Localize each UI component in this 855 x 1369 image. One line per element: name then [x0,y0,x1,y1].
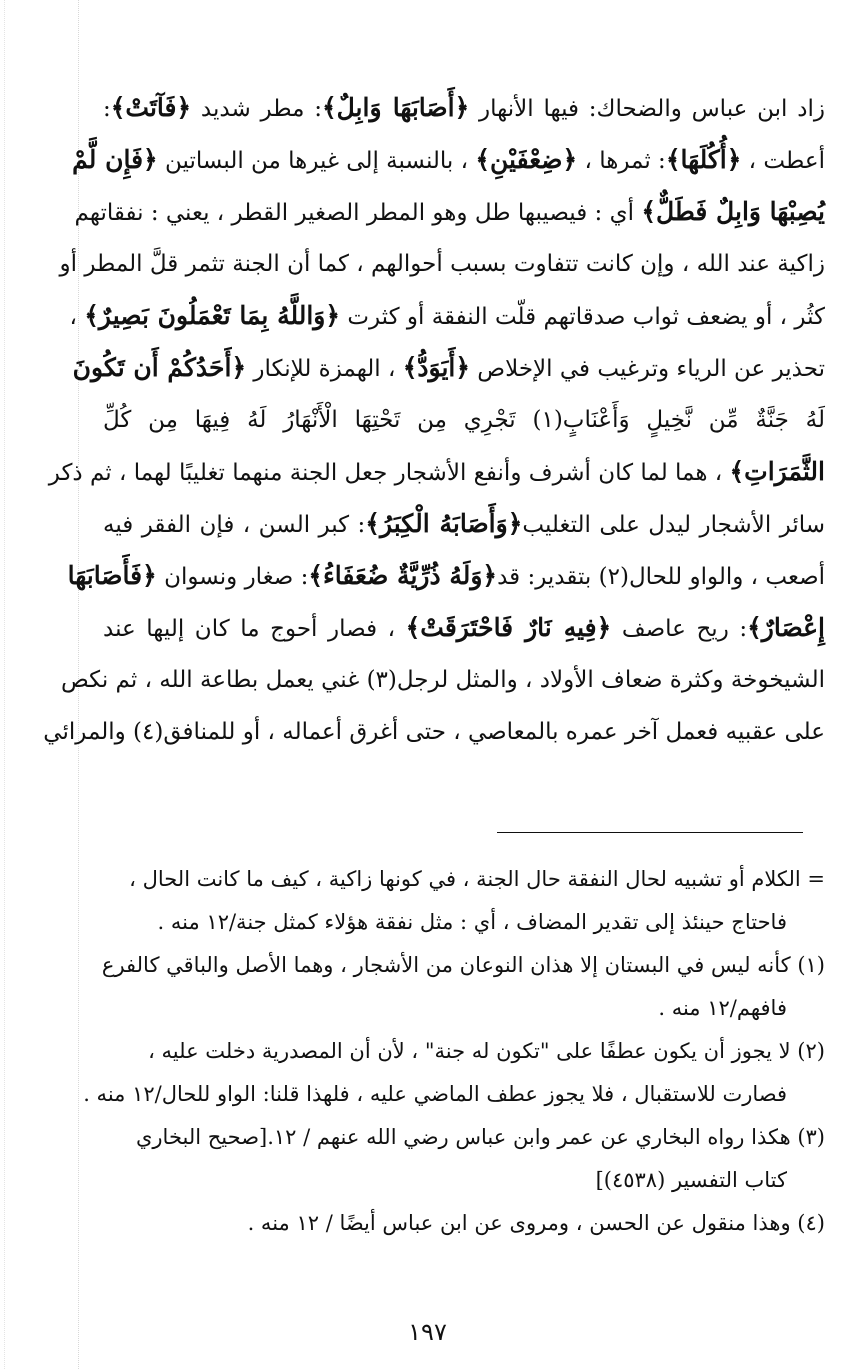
body-line: يُصِبْهَا وَابِلٌ فَطَلٌّ﴾ أي : فيصيبها طل وهو المطر الصغير القطر ، يعني : نفقاتهم [74,197,825,226]
body-line: سائر الأشجار ليدل على التغليب﴿وَأَصَابَهُ الْكِبَرُ﴾: كبر السن ، فإن الفقر فيه [103,509,826,538]
body-line: إِعْصَارٌ﴾: ريح عاصف ﴿فِيهِ نَارٌ فَاحْتَرَقَتْ﴾ ، فصار أحوج ما كان إليها عند [103,613,826,642]
quran-quote: ﴿أَصَابَهَا وَابِلٌ﴾ [321,93,470,122]
footnotes [83,858,825,1245]
quran-quote: ﴿أُكُلَهَا﴾ [665,145,742,174]
footnote-continued [103,858,825,944]
body-line: تحذير عن الرياء وترغيب في الإخلاص ﴿أَيَوَدُّ﴾ ، الهمزة للإنكار ﴿أَحَدُكُمْ أَن تَكُونَ [72,353,825,382]
footnote-line: (٣) هكذا رواه البخاري عن عمر وابن عباس رضي الله عنهم / ١٢.[صحيح البخاري [135,1125,825,1149]
scan-edge-line [4,0,5,1369]
quran-quote: ﴿فَأَصَابَهَا [67,561,157,590]
quran-quote: ﴿وَاللَّهُ بِمَا تَعْمَلُونَ بَصِيرٌ﴾ [84,301,341,330]
quran-quote: ﴿فِيهِ نَارٌ فَاحْتَرَقَتْ﴾ [405,613,612,642]
body-line: كثُر ، أو يضعف ثواب صدقاتهم قلّت النفقة أو كثرت ﴿وَاللَّهُ بِمَا تَعْمَلُونَ بَصِيرٌ﴾ ، [69,301,825,330]
body-line: أصعب ، والواو للحال(٢) بتقدير: قد﴿وَلَهُ ذُرِّيَّةٌ ضُعَفَاءُ﴾: صغار ونسوان ﴿فَأَصَابَهَا [67,561,825,590]
body-line: زاد ابن عباس والضحاك: فيها الأنهار ﴿أَصَابَهَا وَابِلٌ﴾: مطر شديد ﴿فَآتَتْ﴾: [103,93,825,122]
footnote-line: (١) كأنه ليس في البستان إلا هذان النوعان من الأشجار ، وهما الأصل والباقي كالفرع [101,953,825,977]
quran-quote: إِعْصَارٌ﴾ [747,613,826,642]
footnote-line: كتاب التفسير (٤٥٣٨)] [595,1168,787,1192]
page-number: ١٩٧ [408,1318,447,1346]
body-line: الثَّمَرَاتِ﴾ ، هما لما كان أشرف وأنفع الأشجار جعل الجنة منهما تغليبًا لهما ، ثم ذكر [48,457,825,486]
quran-quote: الثَّمَرَاتِ﴾ [729,457,825,486]
footnote-2 [83,1030,825,1116]
quran-quote: ﴿فَآتَتْ﴾ [110,93,192,122]
footnote-line: فصارت للاستقبال ، فلا يجوز عطف الماضي عليه ، فلهذا قلنا: الواو للحال/١٢ منه . [83,1082,787,1106]
footnote-line: فاحتاج حينئذ إلى تقدير المضاف ، أي : مثل نفقة هؤلاء كمثل جنة/١٢ منه . [157,910,787,934]
footnote-line: (٢) لا يجوز أن يكون عطفًا على "تكون له جنة" ، لأن أن المصدرية دخلت عليه ، [148,1039,825,1063]
quran-quote: ﴿فَإِن لَّمْ [72,145,158,174]
body-line: أعطت ، ﴿أُكُلَهَا﴾: ثمرها ، ﴿ضِعْفَيْنِ﴾ ، بالنسبة إلى غيرها من البساتين ﴿فَإِن لَّمْ [72,145,825,174]
quran-quote: ﴿أَحَدُكُمْ أَن تَكُونَ [72,353,247,382]
quran-quote: ﴿ضِعْفَيْنِ﴾ [475,145,578,174]
footnote-divider [497,832,803,833]
footnote-4 [103,1202,825,1245]
body-line: على عقبيه فعمل آخر عمره بالمعاصي ، حتى أغرق أعماله ، أو للمنافق(٤) والمرائي [43,719,825,745]
quran-quote: ﴿وَأَصَابَهُ الْكِبَرُ﴾ [365,509,523,538]
quran-quote: ﴿أَيَوَدُّ﴾ [402,353,470,382]
quran-quote: ﴿وَلَهُ ذُرِّيَّةٌ ضُعَفَاءُ﴾ [308,561,498,590]
footnote-line: = الكلام أو تشبيه لحال النفقة حال الجنة ، في كونها زاكية ، كيف ما كانت الحال ، [129,867,825,891]
body-line: زاكية عند الله ، وإن كانت تتفاوت بسبب أحوالهم ، كما أن الجنة تثمر قلَّ المطر أو [59,251,825,277]
body-line: لَهُ جَنَّةٌ مِّن نَّخِيلٍ وَأَعْنَابٍ(١) تَجْرِي مِن تَحْتِهَا الْأَنْهَارُ لَهُ فِيهَا مِن كُلِّ [103,407,825,433]
body-line: الشيخوخة وكثرة ضعاف الأولاد ، والمثل لرجل(٣) غني يعمل بطاعة الله ، ثم نكص [60,667,825,693]
footnote-1 [103,944,825,1030]
quran-quote: يُصِبْهَا وَابِلٌ فَطَلٌّ﴾ [641,197,825,226]
footnote-line: (٤) وهذا منقول عن الحسن ، ومروى عن ابن عباس أيضًا / ١٢ منه . [247,1211,825,1235]
footnote-line: فافهم/١٢ منه . [658,996,787,1020]
main-text [43,82,826,758]
footnote-3 [103,1116,825,1202]
